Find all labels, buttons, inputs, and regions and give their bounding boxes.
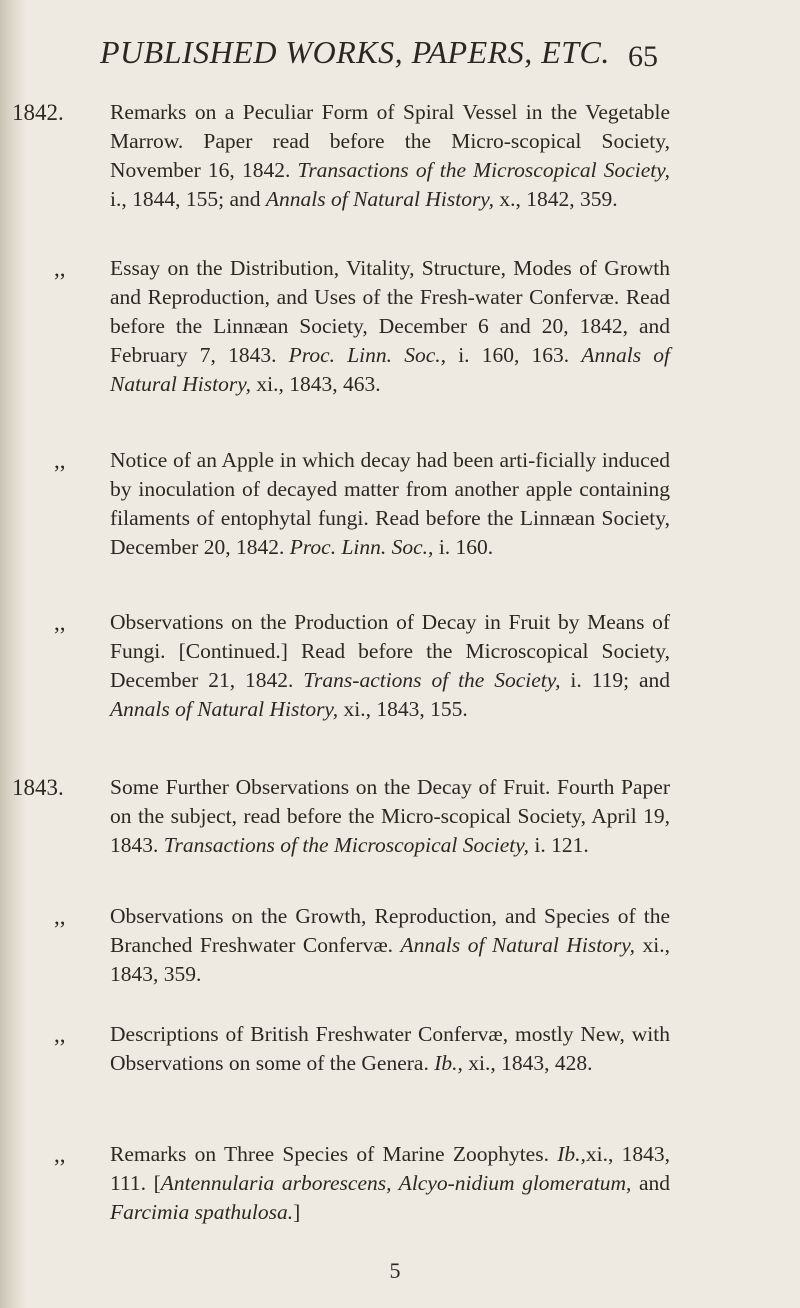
ditto-marker: ,, <box>54 1142 66 1167</box>
entry-text: Notice of an Apple in which decay had been arti-ficially induced by inoculation of decayed matter from another apple containing filaments of entophytal fungi. Read before the Linnæan Society, December 20, 1842. Proc. Linn. Soc., i. 160. <box>110 448 670 559</box>
entry-text: Some Further Observations on the Decay of Fruit. Fourth Paper on the subject, read before the Micro-scopical Society, April 19, 1843. Transactions of the Microscopical Society, i. 121. <box>110 775 670 857</box>
page-number: 65 <box>628 40 658 73</box>
entry-text: Descriptions of British Freshwater Confervæ, mostly New, with Observations on some of the Genera. Ib., xi., 1843, 428. <box>110 1022 670 1075</box>
ditto-marker: ,, <box>54 610 66 635</box>
ditto-marker: ,, <box>54 256 66 281</box>
entry-text: Remarks on Three Species of Marine Zoophytes. Ib.,xi., 1843, 111. [Antennularia arborescens, Alcyo-nidium glomeratum, and Farcimia spathulosa.] <box>110 1142 670 1224</box>
entry-text: Observations on the Growth, Reproduction, and Species of the Branched Freshwater Confervæ. Annals of Natural History, xi., 1843, 359. <box>110 904 670 986</box>
year-marker: 1842. <box>12 100 64 125</box>
year-marker: 1843. <box>12 775 64 800</box>
signature-mark: 5 <box>389 1258 401 1283</box>
ditto-marker: ,, <box>54 1022 66 1047</box>
entry-text: Remarks on a Peculiar Form of Spiral Vessel in the Vegetable Marrow. Paper read before the Micro-scopical Society, November 16, 1842. Transactions of the Microscopical Society, i., 1844, 155; and Annals of Natural History, x., 1842, 359. <box>110 100 671 211</box>
ditto-marker: ,, <box>54 904 66 929</box>
entry-text: Observations on the Production of Decay in Fruit by Means of Fungi. [Continued.] Read before the Microscopical Society, December 21, 1842. Trans-actions of the Society, i. 119; and Annals of Natural History, xi., 1843, 155. <box>110 610 671 721</box>
ditto-marker: ,, <box>54 448 66 473</box>
entry-text: Essay on the Distribution, Vitality, Structure, Modes of Growth and Reproduction, and Uses of the Fresh-water Confervæ. Read before the Linnæan Society, December 6 and 20, 1842, and February 7, 1843. Proc. Linn. Soc., i. 160, 163. Annals of Natural History, xi., 1843, 463. <box>110 256 670 396</box>
running-header: PUBLISHED WORKS, PAPERS, ETC. <box>100 34 610 70</box>
